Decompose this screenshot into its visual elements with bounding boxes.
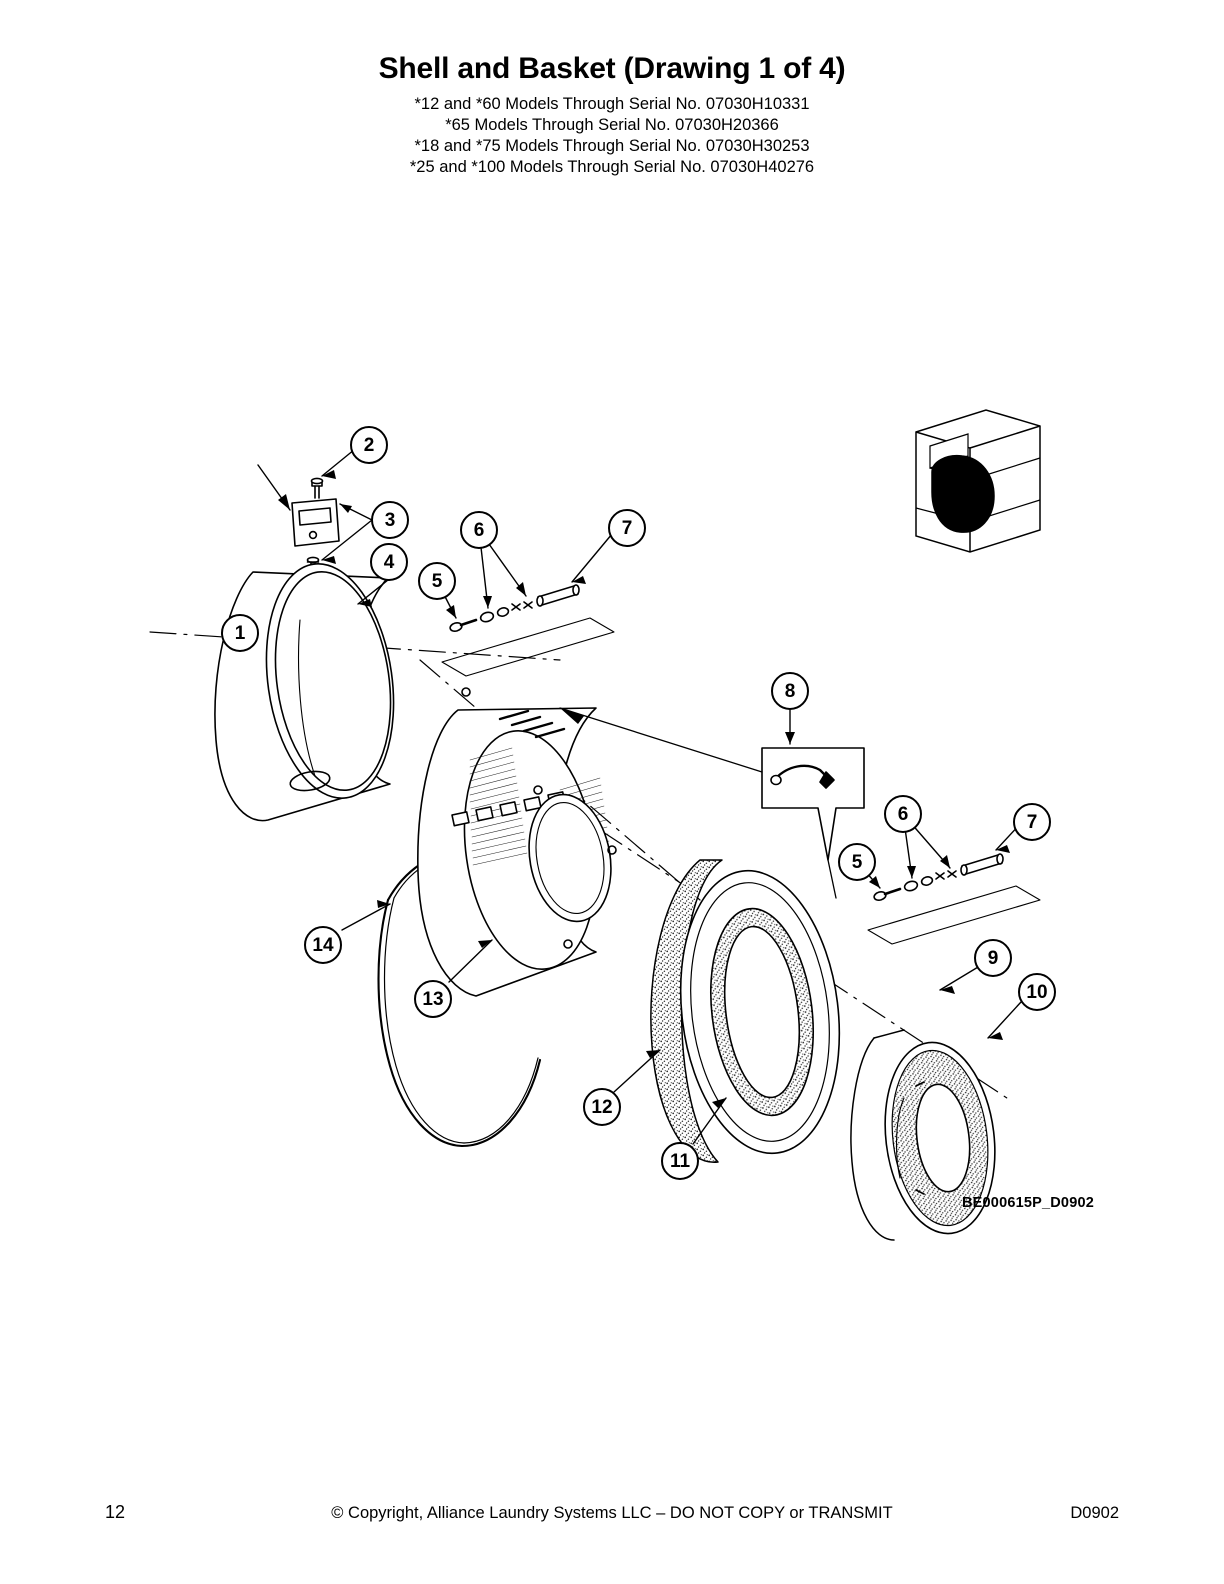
callout-1[interactable]: 1 xyxy=(221,614,259,652)
footer-page-number: 12 xyxy=(105,1502,126,1522)
callout-2[interactable]: 2 xyxy=(350,426,388,464)
callout-7-bottom[interactable]: 7 xyxy=(1013,803,1051,841)
callout-12[interactable]: 12 xyxy=(583,1088,621,1126)
callout-5-top[interactable]: 5 xyxy=(418,562,456,600)
callout-11[interactable]: 11 xyxy=(661,1142,699,1180)
callout-4[interactable]: 4 xyxy=(370,543,408,581)
subtitle-line-1: *12 and *60 Models Through Serial No. 07030H10331 xyxy=(414,95,810,113)
subtitle-line-4: *25 and *100 Models Through Serial No. 07030H40276 xyxy=(409,158,815,176)
callout-5-bottom[interactable]: 5 xyxy=(838,843,876,881)
exploded-assembly-drawing xyxy=(0,200,1224,1300)
assembly-linework xyxy=(0,200,1224,1300)
callout-8[interactable]: 8 xyxy=(771,672,809,710)
callout-13[interactable]: 13 xyxy=(414,980,452,1018)
footer-code: D0902 xyxy=(1070,1504,1119,1522)
callout-14[interactable]: 14 xyxy=(304,926,342,964)
callout-10[interactable]: 10 xyxy=(1018,973,1056,1011)
page-title: Shell and Basket (Drawing 1 of 4) xyxy=(378,52,846,85)
callout-7-top[interactable]: 7 xyxy=(608,509,646,547)
page-header xyxy=(0,52,1224,178)
drawing-code: BE000615P_D0902 xyxy=(962,1195,1094,1211)
page-footer xyxy=(0,1502,1224,1526)
callout-3[interactable]: 3 xyxy=(371,501,409,539)
subtitle-line-2: *65 Models Through Serial No. 07030H20366 xyxy=(445,116,779,134)
footer-copyright: © Copyright, Alliance Laundry Systems LLC – DO NOT COPY or TRANSMIT xyxy=(331,1504,893,1522)
machine-inset-illustration xyxy=(916,410,1040,552)
callout-6-bottom[interactable]: 6 xyxy=(884,795,922,833)
callout-6-top[interactable]: 6 xyxy=(460,511,498,549)
callout-9[interactable]: 9 xyxy=(974,939,1012,977)
subtitle-line-3: *18 and *75 Models Through Serial No. 07030H30253 xyxy=(414,137,810,155)
